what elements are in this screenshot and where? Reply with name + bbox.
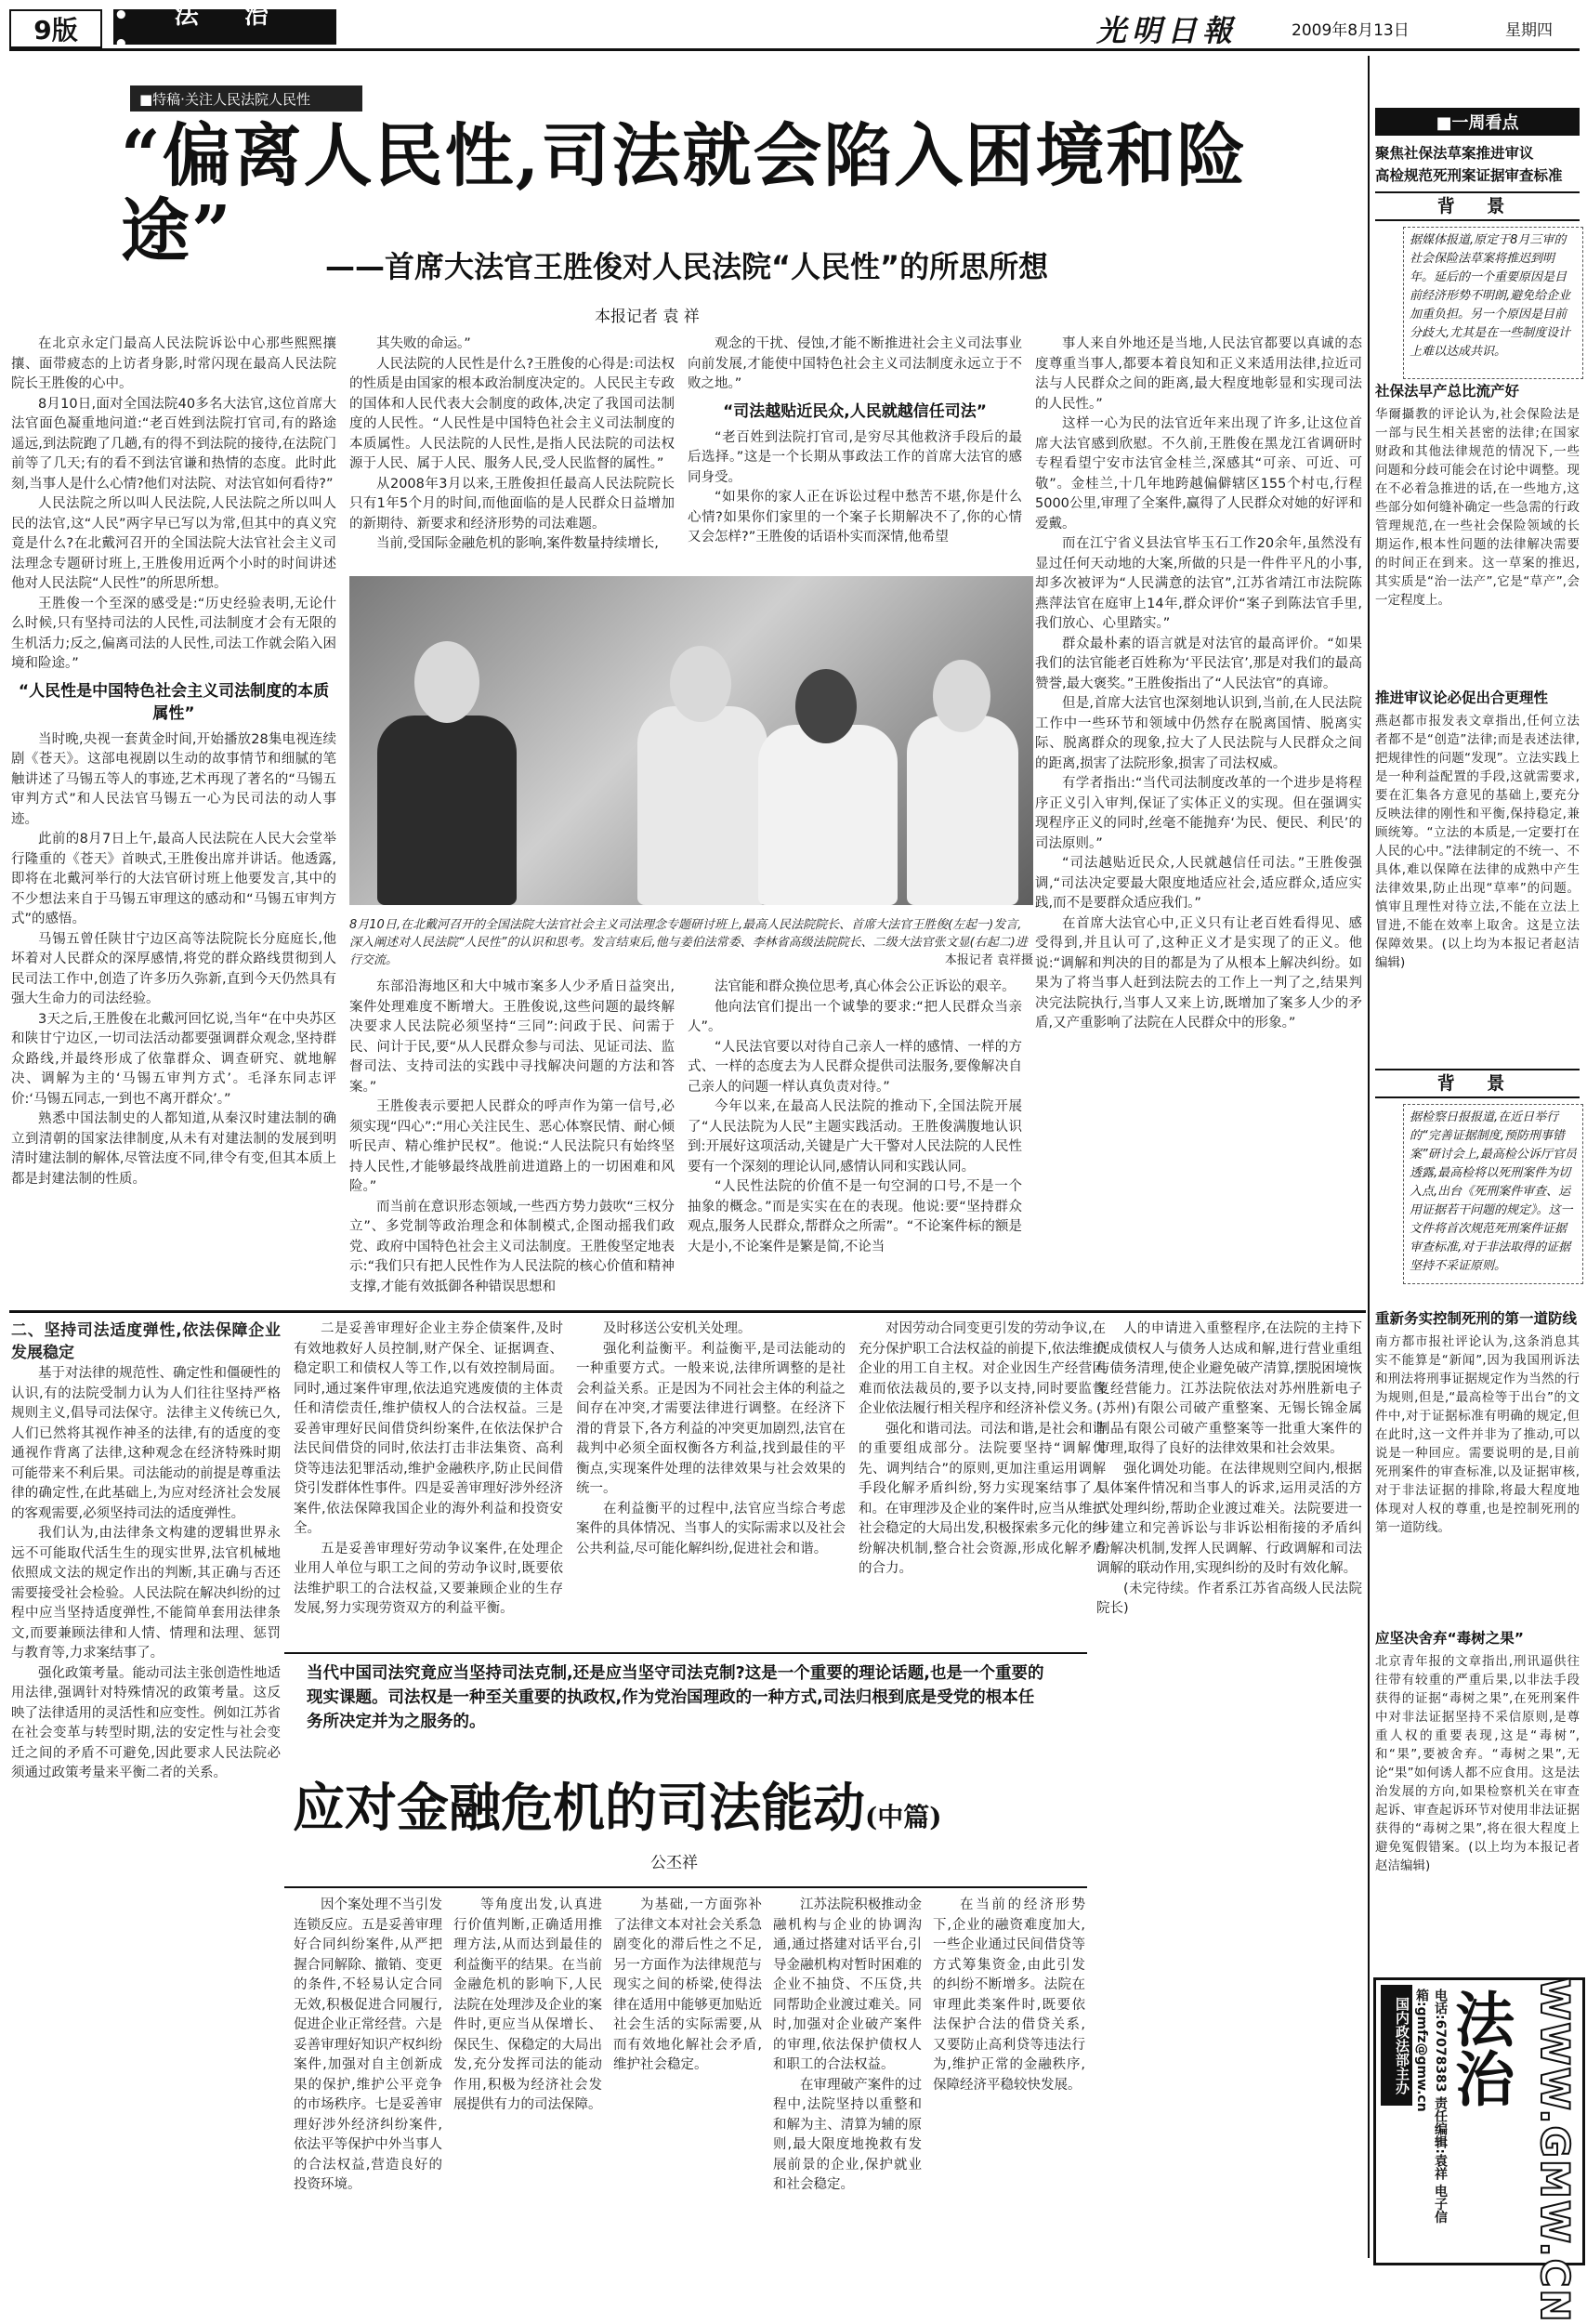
article-column-b4 [773, 1896, 922, 2258]
paragraph: 在首席大法官心中,正义只有让老百姓看得见、感受得到,并且认可了,这种正义才是实现了的正义。他说:“调解和判决的目的都是为了从根本上解决纠纷。如果为了将当事人赶到法院去的工作上一判了之,结果判决完法院执行,当事人又来上访,既增加了案多人少的矛盾,又产重影响了法院在人民群众中的形象。” [1035, 915, 1362, 1031]
section-divider [9, 1310, 1366, 1313]
paragraph: 为基础,一方面弥补了法律文本对社会关系急剧变化的滞后性之不足,另一方面作为法律规范与现实之间的桥梁,使得法律在适用中能够更加贴近社会生活的实际需要,从而有效地化解社会矛盾,维护社会稳定。 [613, 1897, 762, 2072]
photo-face [670, 646, 731, 722]
paragraph: 及时移送公安机关处理。 [603, 1321, 752, 1336]
feature-subhead: ——首席大法官王胜俊对人民法院“人民性”的所思所想 [325, 249, 1049, 284]
paragraph: 五是妥善审理好劳动争议案件,在处理企业用人单位与职工之间的劳动争议时,既要依法维护职工的合法权益,又要兼顾企业的生存发展,努力实现劳资双方的利益平衡。 [294, 1541, 563, 1616]
feature-headline: “偏离人民性,司法就会陷入困境和险途” [121, 116, 1248, 272]
article-lead-quote: 当代中国司法究竟应当坚持司法克制,还是应当坚守司法克制?这是一个重要的理论话题,也是一个重要的现实课题。司法权是一种至关重要的执政权,作为党治国理政的一种方式,司法归根到底是受党的根本任务所决定并为之服务的。 [307, 1664, 1044, 1731]
article-column-2 [294, 1320, 563, 1645]
brand-department: 国内政法部主办 [1381, 1985, 1412, 2106]
feature-column-3b [688, 978, 1022, 1303]
week-highlights-label: ■一周看点 [1375, 108, 1580, 136]
paragraph: 在审理破产案件的过程中,法院坚持以重整和和解为主、清算为辅的原则,最大限度地挽救有发展前景的企业,保护就业和社会稳定。 [773, 2077, 922, 2192]
paragraph: 熟悉中国法制史的人都知道,从秦汉时建法制的确立到清朝的国家法律制度,从未有对建法制的发展到明清时建法制的解体,尽管法度不同,律令有变,但其本质上都是封建法制的性质。 [11, 1111, 336, 1187]
issue-weekday: 星期四 [1505, 21, 1553, 40]
photo-face [795, 669, 857, 743]
paragraph: 有学者指出:“当代司法制度改革的一个进步是将程序正义引入审判,保证了实体正义的实现。但在强调实现程序正义的同时,丝毫不能抛弃‘为民、便民、利民’的司法原则。” [1035, 776, 1362, 851]
commentary-headline: 重新务实控制死刑的第一道防线 [1375, 1310, 1578, 1327]
article-column-3 [576, 1320, 846, 1645]
article-title [293, 1767, 942, 1842]
article-column-b1 [294, 1896, 442, 2258]
background-label: 背 景 [1375, 191, 1580, 221]
commentary-headline: 社保法早产总比流产好 [1375, 383, 1520, 400]
commentary-text: 燕赵都市报发表文章指出,任何立法者都不是“创造”法律;而是表述法律,把规律性的问题“发现”。立法实践上是一种利益配置的手段,这就需要求,要在汇集各方意见的基础上,要充分反映法律的刚性和平衡,保持稳定,兼顾统筹。“立法的本质是,一定要打在人民的心中。”法律制定的不统一、不具体,难以保障在法律的成熟中产生法律效果,防止出现“草率”的问题。慎审且理性对待立法,不能在立法上冒进,不能在效率上取舍。这是立法保障效果。(以上均为本报记者赵洁编辑) [1375, 714, 1580, 970]
paragraph: 人的申请进入重整程序,在法院的主持下促成债权人与债务人达成和解,进行营业重组与债务清理,使企业避免破产清算,摆脱困境恢复经营能力。江苏法院依法对苏州胜新电子(苏州)有限公司破产重整案、无锡长锦金属制品有限公司破产重整案等一批重大案件的审理,取得了良好的法律效果和社会效果。 [1096, 1321, 1362, 1456]
article-title-text: 应对金融危机的司法能动 [293, 1778, 865, 1839]
page-number: 9版 [9, 9, 102, 48]
paragraph: “司法越贴近民众,人民就越信任司法。”王胜俊强调,“司法决定要最大限度地适应社会,适应群众,适应实践,而不是要群众适应我们。” [1035, 856, 1362, 911]
paragraph: “老百姓到法院打官司,是穷尽其他救济手段后的最后选择。”这是一个长期从事政法工作的首席大法官的感同身受。 [688, 429, 1022, 485]
paragraph: “人民法官要以对待自己亲人一样的感情、一样的方式、一样的态度去为人民群众提供司法服务,要像解决自己亲人的问题一样认真负责对待。” [688, 1039, 1022, 1095]
feature-column-2b [349, 978, 675, 1303]
paragraph: 王胜俊一个至深的感受是:“历史经验表明,无论什么时候,只有坚持司法的人民性,司法制度才会有无限的生机活力;反之,偏离司法的人民性,司法工作就会陷入困境和险途。” [11, 596, 336, 671]
paragraph: 法官能和群众换位思考,真心体会公正诉讼的艰辛。 [715, 979, 1016, 994]
feature-column-1 [11, 335, 336, 1301]
news-photo [349, 576, 1033, 905]
section-heading: “司法越贴近民众,人民就越信任司法” [723, 401, 987, 421]
commentary-text: 南方都市报社评论认为,这条消息其实不能算是“新闻”,因为我国刑诉法和刑法将刑事证据规定作为当然的行为规则,但是,“最高检等于出台”的文件中,对于证据标准有明确的规定,但在此时,这一文件并非为了推动,可以说是一种回应。需要说明的是,目前死刑案件的审查标准,以及证据审核,对于非法证据的排除,将最大程度地体现对人权的尊重,也是控制死刑的第一道防线。 [1375, 1334, 1580, 1535]
brand-contact: 电话:67078383 责任编辑:袁祥 电子信箱:gmfz@gmw.cn [1414, 1989, 1448, 2224]
paragraph: 当时晚,央视一套黄金时间,开始播放28集电视连续剧《苍天》。这部电视剧以生动的故事情节和细腻的笔触讲述了马锡五等人的事迹,艺术再现了著名的“马锡五审判方式”和人民法官马锡五一心为民司法的动人事迹。 [11, 731, 336, 827]
paragraph: 3天之后,王胜俊在北戴河回忆说,当年“在中央苏区和陕甘宁边区,一切司法活动都要强调群众观念,坚持群众路线,并最终形成了依靠群众、调查研究、就地解决、调解为主的‘马锡五审判方式’。毛泽东同志评价:‘马锡五同志,一到也不离开群众’。” [11, 1011, 336, 1107]
paragraph: 在当前的经济形势下,企业的融资难度加大,一些企业通过民间借贷等方式筹集资金,由此引发的纠纷不断增多。法院在审理此类案件时,既要依法保护合法的借贷关系,又要防止高利贷等违法行为,维护正常的金融秩序,保障经济平稳较快发展。 [933, 1897, 1085, 2093]
paragraph: 事人来自外地还是当地,人民法官都要以真诚的态度尊重当事人,都要本着良知和正义来适用法律,拉近司法与人民群众之间的距离,最大程度地彰显和实现司法的人民性。” [1035, 336, 1362, 412]
article-column-b5 [933, 1896, 1085, 2258]
article-column-5 [1096, 1320, 1362, 2258]
sidebar-headline: 高检规范死刑案证据审查标准 [1375, 167, 1563, 184]
paragraph: (未完待续。作者系江苏省高级人民法院院长) [1096, 1581, 1362, 1616]
paragraph: 他向法官们提出一个诚挚的要求:“把人民群众当亲人”。 [688, 999, 1022, 1034]
paragraph: 江苏法院积极推动金融机构与企业的协调沟通,通过搭建对话平台,引导金融机构对暂时困难的企业不抽贷、不压贷,共同帮助企业渡过难关。同时,加强对企业破产案件的审理,依法保护债权人和职工的合法权益。 [773, 1897, 922, 2072]
feature-column-2 [349, 335, 675, 567]
article-column-4 [859, 1320, 1106, 1645]
column-divider [1368, 56, 1370, 2258]
paragraph: 强化和谐司法。司法和谐,是社会和谐的重要组成部分。法院要坚持“调解优先、调判结合”的原则,更加注重运用调解手段化解矛盾纠纷,努力实现案结事了人和。在审理涉及企业的案件时,应当从维护社会稳定的大局出发,积极探索多元化的纠纷解决机制,整合社会资源,形成化解矛盾的合力。 [859, 1421, 1106, 1576]
feature-tag: ■特稿·关注人民法院人民性 [130, 85, 362, 112]
photo-caption-text: 8月10日,在北戴河召开的全国法院大法官社会主义司法理念专题研讨班上,最高人民法院院长、首席大法官王胜俊(左起一)发言,深入阐述对人民法院“人民性”的认识和思考。发言结束后,他与姜伯法常委、李林省高级法院院长、二级大法官张文显(右起二)进行交流。 [349, 918, 1028, 967]
article-column-1 [11, 1320, 281, 2258]
article-subhead: 二、坚持司法适度弹性,依法保障企业发展稳定 [11, 1321, 281, 1362]
paragraph: 基于对法律的规范性、确定性和僵硬性的认识,有的法院受制力认为人们往往坚持严格规则主义,倡导司法保守。法律主义传统已久,人们已然将其视作神圣的法律,有的适度的变通视作背离了法律,这种观念在经济特殊时期可能带来不利后果。司法能动的前提是尊重法律的确定性,在此基础上,为应对经济社会发展的客观需要,必须坚持司法的适度弹性。 [11, 1366, 281, 1521]
feature-column-3 [688, 335, 1022, 567]
commentary-headline: 推进审议论必促出合更理性 [1375, 689, 1549, 706]
paragraph: 在利益衡平的过程中,法官应当综合考虑案件的具体情况、当事人的实际需求以及社会公共利益,尽可能化解纠纷,促进社会和谐。 [576, 1501, 846, 1556]
paragraph: 在北京永定门最高人民法院诉讼中心那些熙熙攘攘、面带疲态的上访者身影,时常闪现在最高人民法院院长王胜俊的心中。 [11, 336, 336, 391]
paragraph: 今年以来,在最高人民法院的推动下,全国法院开展了“人民法院为人民”主题实践活动。王胜俊满腹地认识到:开展好这项活动,关键是广大干警对人民法院的人民性要有一个深刻的理论认同,感情认同和实践认同。 [688, 1099, 1022, 1175]
photo-person [907, 716, 1018, 905]
paragraph: 王胜俊表示要把人民群众的呼声作为第一信号,必须实现“四心”:“用心关注民生、恶心体察民情、耐心倾听民声、精心维护民权”。他说:“人民法院只有始终坚持人民性,才能够最终战胜前进道路上的一切困难和风险。” [349, 1099, 675, 1194]
newspaper-name: 光明日報 [1096, 13, 1239, 48]
paragraph: 从2008年3月以来,王胜俊担任最高人民法院院长只有1年5个月的时间,而他面临的是人民群众日益增加的新期待、新要求和经济形势的司法难题。 [349, 476, 675, 532]
paragraph: “如果你的家人正在诉讼过程中愁苦不堪,你是什么心情?如果你们家里的一个案子长期解决不了,你的心情又会怎样?”王胜俊的话语朴实而深情,他希望 [688, 490, 1022, 545]
paragraph: 8月10日,面对全国法院40多名大法官,这位首席大法官面色凝重地问道:“老百姓到法院打官司,有的路途遥远,到法院跑了几趟,有的得不到法院的接待,在法院门前等了几天;有的看不到法官谦和热情的态度。此时此刻,当事人是什么心情?他们对法院、对法官如何看待?” [11, 396, 336, 492]
photo-person [377, 716, 517, 905]
paragraph: 群众最朴素的语言就是对法官的最高评价。“如果我们的法官能老百姓称为‘平民法官’,那是对我们的最高赞誉,最大褒奖。”王胜俊指出了“人民法官”的真谛。 [1035, 636, 1362, 691]
paragraph: 强化利益衡平。利益衡平,是司法能动的一种重要方式。一般来说,法律所调整的是社会利益关系。正是因为不同社会主体的利益之间存在冲突,才需要法律进行调整。在经济下滑的背景下,各方利益的冲突更加剧烈,法官在裁判中必须全面权衡各方利益,找到最佳的平衡点,实现案件处理的法律效果与社会效果的统一。 [576, 1341, 846, 1496]
photo-person [758, 725, 898, 905]
issue-date: 2009年8月13日 [1292, 21, 1410, 40]
title-rule [284, 1652, 1087, 1654]
paragraph: 而当前在意识形态领域,一些西方势力鼓吹“三权分立”、多党制等政治理念和体制模式,企图动摇我们政党、政府中国特色社会主义司法制度。王胜俊坚定地表示:“我们只有把人民性作为人民法院的核心价值和精神支撑,才能有效抵御各种错误思想和 [349, 1199, 675, 1294]
feature-byline: 本报记者 袁 祥 [595, 308, 700, 326]
paragraph: 此前的8月7日上午,最高人民法院在人民大会堂举行隆重的《苍天》首映式,王胜俊出席并讲话。他透露,即将在北戴河举行的大法官研讨班上他要发言,其中的不少想法来自于马锡五审理这的感动和“马锡五审判方式”的感悟。 [11, 832, 336, 926]
paragraph: 等角度出发,认真进行价值判断,正确适用推理方法,从而达到最佳的利益衡平的结果。在当前金融危机的影响下,人民法院在处理涉及企业的案件时,更应当从保增长、保民生、保稳定的大局出发,充分发挥司法的能动作用,积极为经济社会发展提供有力的司法保障。 [453, 1897, 602, 2112]
paragraph: 其失败的命运。” [376, 336, 471, 351]
paragraph: 但是,首席大法官也深刻地认识到,当前,在人民法院工作中一些环节和领域中仍然存在脱离国情、脱离实际、脱离群众的现象,拉大了人民法院与人民群众之间的距离,损害了法院形象,损害了司法权威。 [1035, 696, 1362, 771]
paragraph: 强化调处功能。在法律规则空间内,根据具体案件情况和当事人的诉求,运用灵活的方式处理纠纷,帮助企业渡过难关。法院要进一步建立和完善诉讼与非诉讼相衔接的矛盾纠纷解决机制,发挥人民调解、行政调解和司法调解的联动作用,实现纠纷的及时有效化解。 [1096, 1461, 1362, 1576]
commentary-headline: 应坚决舍弃“毒树之果” [1375, 1630, 1524, 1647]
article-column-b3 [613, 1896, 762, 2258]
photo-caption [349, 916, 1033, 969]
paragraph: 强化政策考量。能动司法主张创造性地适用法律,强调针对特殊情况的政策考量。这反映了法律适用的灵活性和应变性。例如江苏省在社会变革与转型时期,法的安定性与社会变迁之间的矛盾不可避免,因此要求人民法院必须通过政策考量来平衡二者的关系。 [11, 1665, 281, 1780]
paragraph: 人民法院之所以叫人民法院,人民法院之所以叫人民的法官,这“人民”两字早已写以为常,但其中的真义究竟是什么?在北戴河召开的全国法院大法官社会主义司法理念专题研讨班上,王胜俊用近两个小时的时间讲述他对人民法院“人民性”的所思所想。 [11, 496, 336, 591]
paragraph: 二是妥善审理好企业主券企债案件,及时有效地救好人员控制,财产保全、证据调查、稳定职工和债权人等工作,以有效控制局面。同时,通过案件审理,依法追究逃废债的主体责任和清偿责任,维护债权人的合法权益。三是妥善审理好民间借贷纠纷案件,在依法保护合法民间借贷的同时,依法打击非法集资、高利贷等违法犯罪活动,维护金融秩序,防止民间借贷引发群体性事件。四是妥善审理好涉外经济案件,依法保障我国企业的海外利益和投资安全。 [294, 1321, 563, 1536]
paragraph: 观念的干扰、侵蚀,才能不断推进社会主义司法事业向前发展,才能使中国特色社会主义司法制度永远立于不败之地。” [688, 336, 1022, 391]
photo-person [637, 706, 767, 905]
background-label: 背 景 [1375, 1069, 1580, 1098]
feature-column-4 [1035, 335, 1362, 1301]
paragraph: 马锡五曾任陕甘宁边区高等法院院长分庭庭长,他坏着对人民群众的深厚感情,将党的群众路线贯彻到人民司法工作中,创造了许多历久弥新,直到今天仍然具有强大生命力的司法经验。 [11, 931, 336, 1006]
brand-section-name: 法治 [1445, 1989, 1515, 2107]
paragraph: 东部沿海地区和大中城市案多人少矛盾日益突出,案件处理难度不断增大。王胜俊说,这些问题的最终解决要求人民法院必须坚持“三同”:问政于民、问需于民、问计于民,要“从人民群众参与司法、见证司法、监督司法、支持司法的实践中寻找解决问题的方法和答案。” [349, 979, 675, 1095]
sidebar-headline: 聚焦社保法草案推进审议 [1375, 145, 1534, 162]
paragraph: 人民法院的人民性是什么?王胜俊的心得是:司法权的性质是由国家的根本政治制度决定的。人民民主专政的国体和人民代表大会制度的政体,决定了我国司法制度的人民性。“人民性是中国特色社会主义司法制度的本质属性。人民法院的人民性,是指人民法院的司法权源于人民、属于人民、服务人民,受人民监督的属性。” [349, 356, 675, 471]
paragraph: 这样一心为民的法官近年来出现了许多,让这位首席大法官感到欣慰。不久前,王胜俊在黑龙江省调研时专程看望宁安市法官金桂兰,深感其“可亲、可近、可敬”。金桂兰,十几年地跨越偏僻辖区155个村屯,行程5000公里,审理了全案件,赢得了人民群众对她的好评和爱戴。 [1035, 416, 1362, 532]
background-box: 据检察日报报道,在近日举行的“完善证据制度,预防刑事错案”研讨会上,最高检公诉厅官员透露,最高检将以死刑案件为切入点,出台《死刑案件审查、运用证据若干问题的规定》。这一文件将首次规范死刑案件证据审查标准,对于非法取得的证据坚持不采证原则。 [1403, 1104, 1583, 1284]
paragraph: 我们认为,由法律条文构建的逻辑世界永远不可能取代活生生的现实世界,法官机械地依照成文法的规定作出的判断,其正确与否还需要接受社会检验。人民法院在解决纠纷的过程中应当坚持适度弹性,不能简单套用法律条文,而要兼顾法律和人情、情理和法理、惩罚与教育等,力求案结事了。 [11, 1526, 281, 1661]
section-label: • 法 治 • [113, 9, 336, 45]
article-author: 公丕祥 [650, 1854, 698, 1872]
brand-url: WWW.GMW.CN [1532, 1977, 1578, 2324]
article-column-b2 [453, 1896, 602, 2258]
photo-credit: 本报记者 袁祥摄 [944, 953, 1033, 967]
section-heading: “人民性是中国特色社会主义司法制度的本质属性” [18, 681, 330, 723]
commentary-text: 华爾攝教的评论认为,社会保险法是一部与民生相关甚密的法律;在国家财政和其他法律规范的情况下,一些问题和分歧可能会在讨论中调整。现在不必着急推进的话,在一些地方,这些部分如何缝补确定一些急需的行政管理规范,在一些社会保险领域的长期运作,根本性问题的法律解决需要的时间正在到来。这一草案的推迟,其实质是“治一法产”,它是“草产”,会一定程度上。 [1375, 407, 1580, 608]
paragraph: 而在江宁省义县法官毕玉石工作20余年,虽然没有显过任何天动地的大案,所做的只是一件件平凡的小事,却多次被评为“人民满意的法官”,江苏省靖江市法院陈燕萍法官在庭审上14年,群众评价“案子到陈法官手里,我们放心、心里踏实。” [1035, 536, 1362, 631]
title-rule [284, 1886, 1087, 1888]
background-box: 据媒体报道,原定于8月三审的社会保险法草案将推迟到明年。延后的一个重要原因是目前经济形势不明朗,避免给企业加重负担。另一个原因是目前分歧大,尤其是在一些制度设计上难以达成共识。 [1403, 227, 1583, 379]
photo-face [933, 660, 990, 732]
paragraph: “人民性法院的价值不是一句空洞的口号,不是一个抽象的概念。”而是实实在在的表现。他说:要“坚持群众观点,服务人民群众,帮群众之所需”。“不论案件标的额是大是小,不论案件是繁是简,不论当 [688, 1179, 1022, 1254]
paragraph: 当前,受国际金融危机的影响,案件数量持续增长, [376, 536, 659, 551]
commentary-text: 北京青年报的文章指出,刑讯逼供往往带有较重的严重后果,以非法手段获得的证据“毒树之果”,在死刑案件中对非法证据坚持不采信原则,是尊重人权的重要表现,这是“毒树”,和“果”,要被舍弃。“毒树之果”,无论“果”如何诱人都不应食用。这是法治发展的方向,如果检察机关在审查起诉、审查起诉环节对使用非法证据获得的“毒树之果”,将在很大程度上避免冤假错案。(以上均为本报记者赵洁编辑) [1375, 1654, 1580, 1873]
paragraph: 对因劳动合同变更引发的劳动争议,在充分保护职工合法权益的前提下,依法维护企业的用工自主权。对企业因生产经营困难而依法裁员的,要予以支持,同时要监督企业依法履行相关程序和经济补偿义务。 [859, 1321, 1106, 1416]
paragraph: 因个案处理不当引发连锁反应。五是妥善审理好合同纠纷案件,从严把握合同解除、撤销、变更的条件,不轻易认定合同无效,积极促进合同履行,促进企业正常经营。六是妥善审理好知识产权纠纷案件,加强对自主创新成果的保护,维护公平竞争的市场秩序。七是妥善审理好涉外经济纠纷案件,依法平等保护中外当事人的合法权益,营造良好的投资环境。 [294, 1897, 442, 2192]
masthead [9, 1, 1580, 59]
photo-face [414, 641, 479, 723]
article-title-part: (中篇) [865, 1802, 942, 1832]
